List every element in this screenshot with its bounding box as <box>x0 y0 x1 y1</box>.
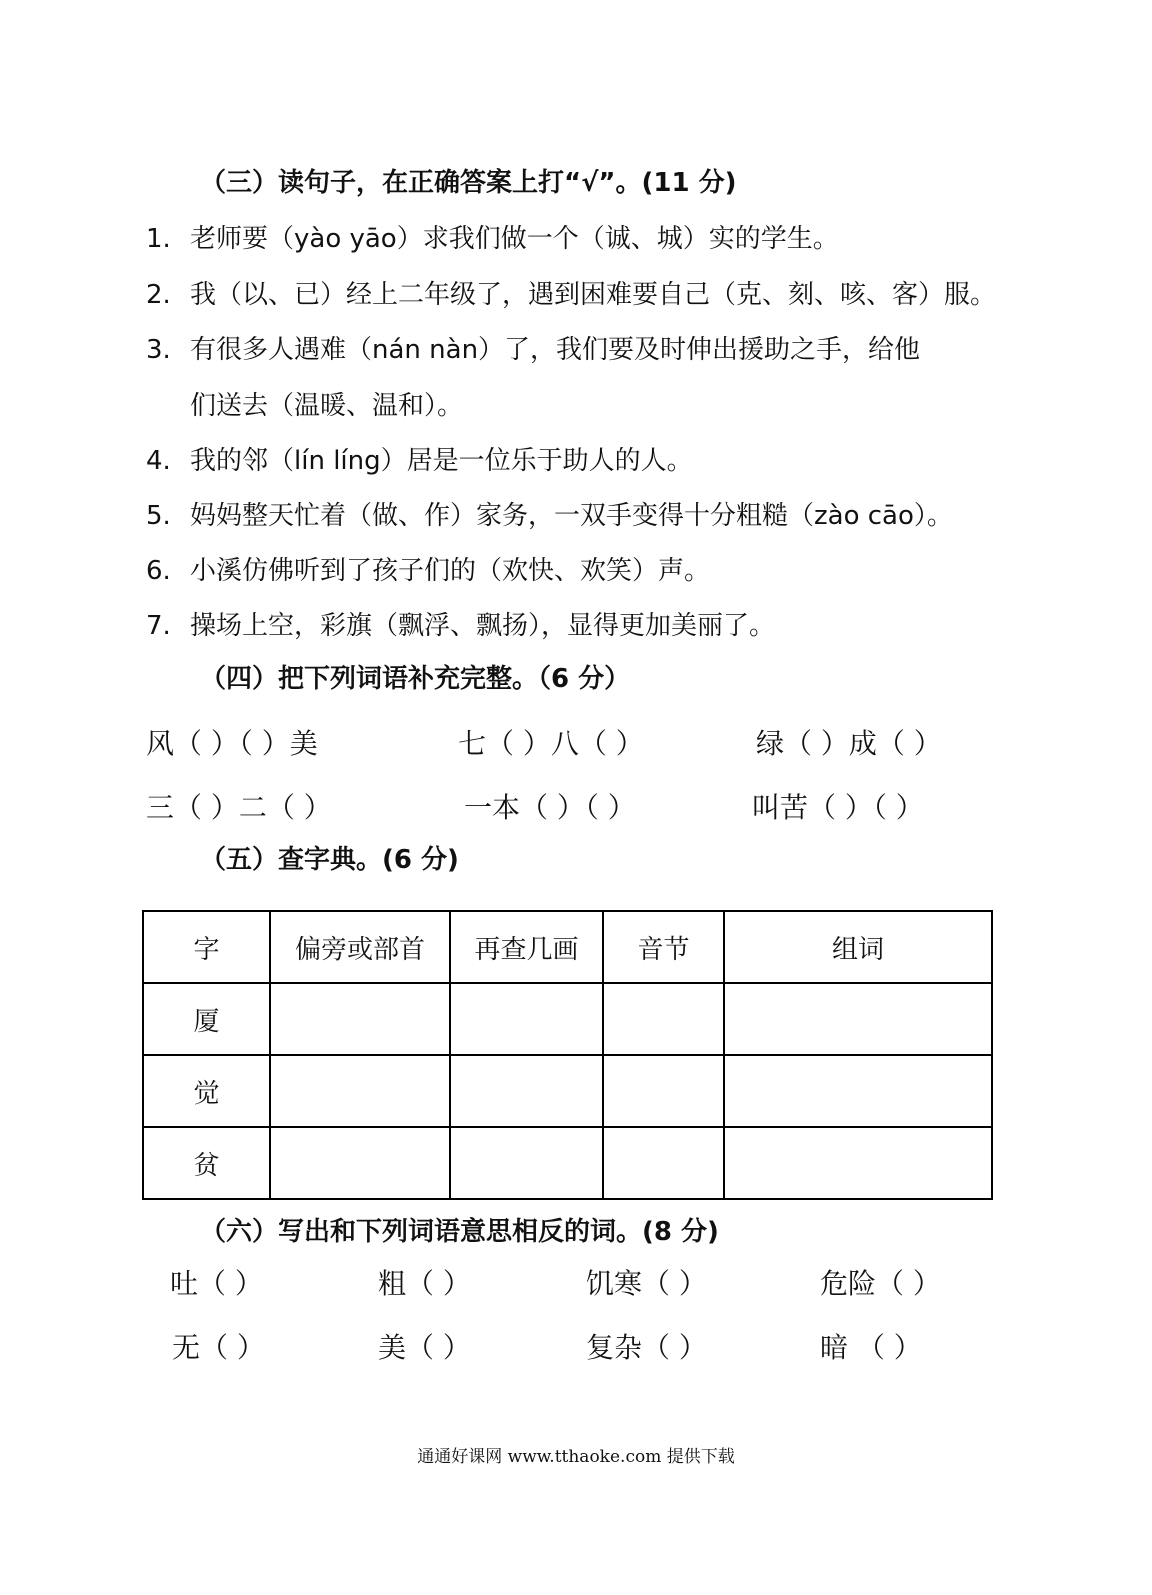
header-cell: 再查几画 <box>450 911 603 983</box>
answer-cell[interactable] <box>603 983 724 1055</box>
antonym-row-2 <box>0 1330 1152 1366</box>
answer-cell[interactable] <box>603 1127 724 1199</box>
fill-in-row-1 <box>0 726 1152 762</box>
section-6-title: （六）写出和下列词语意思相反的词。(8 分) <box>200 1217 719 1247</box>
question-text: 小溪仿佛听到了孩子们的（欢快、欢笑）声。 <box>190 556 711 586</box>
answer-cell[interactable] <box>450 983 603 1055</box>
answer-cell[interactable] <box>450 1055 603 1127</box>
question-text: 我的邻（lín líng）居是一位乐于助人的人。 <box>190 446 693 476</box>
answer-cell[interactable] <box>270 1055 450 1127</box>
question-5 <box>146 499 953 533</box>
antonym-item: 饥寒（ ） <box>586 1267 707 1300</box>
question-number: 5. <box>146 501 171 531</box>
question-1 <box>146 222 839 256</box>
question-6 <box>146 554 710 588</box>
fill-in-item: 七（ ）八（ ） <box>458 727 644 760</box>
question-text: 有很多人遇难（nán nàn）了，我们要及时伸出援助之手，给他 <box>190 335 921 365</box>
header-cell: 字 <box>143 911 270 983</box>
question-number: 2. <box>146 280 171 310</box>
question-number: 6. <box>146 556 171 586</box>
question-text: 操场上空，彩旗（飘浮、飘扬），显得更加美丽了。 <box>190 611 776 641</box>
question-3-continued <box>146 389 463 423</box>
question-3 <box>146 333 920 367</box>
antonym-item: 吐（ ） <box>170 1267 263 1300</box>
question-number: 1. <box>146 224 171 254</box>
answer-cell[interactable] <box>270 1127 450 1199</box>
question-number: 4. <box>146 446 171 476</box>
fill-in-item: 风（ ）（ ）美 <box>146 727 318 760</box>
question-7 <box>146 609 775 643</box>
section-4-title: （四）把下列词语补充完整。（6 分） <box>200 664 631 694</box>
answer-cell[interactable] <box>603 1055 724 1127</box>
fill-in-item: 一本（ ）（ ） <box>464 791 636 824</box>
section-5-title: （五）查字典。(6 分) <box>200 845 459 875</box>
question-number: 3. <box>146 335 171 365</box>
header-cell: 偏旁或部首 <box>270 911 450 983</box>
antonym-item: 暗 （ ） <box>820 1331 922 1364</box>
table-row <box>143 1055 992 1127</box>
question-2 <box>146 278 996 312</box>
table-row <box>143 1127 992 1199</box>
dictionary-table <box>142 910 993 1200</box>
header-cell: 音节 <box>603 911 724 983</box>
antonym-row-1 <box>0 1266 1152 1302</box>
question-text: 妈妈整天忙着（做、作）家务，一双手变得十分粗糙（zào cāo）。 <box>190 501 953 531</box>
header-cell: 组词 <box>724 911 992 983</box>
answer-cell[interactable] <box>724 1127 992 1199</box>
antonym-item: 粗（ ） <box>378 1267 471 1300</box>
fill-in-item: 绿（ ）成（ ） <box>756 727 942 760</box>
footer-text: 通通好课网 www.tthaoke.com 提供下载 <box>417 1447 735 1467</box>
fill-in-item: 叫苦（ ）（ ） <box>752 791 924 824</box>
question-number: 7. <box>146 611 171 641</box>
fill-in-row-2 <box>0 790 1152 826</box>
answer-cell[interactable] <box>270 983 450 1055</box>
table-row <box>143 983 992 1055</box>
answer-cell[interactable] <box>724 1055 992 1127</box>
antonym-item: 复杂（ ） <box>586 1331 707 1364</box>
section-3-title: （三）读句子，在正确答案上打“√”。(11 分) <box>200 168 737 198</box>
answer-cell[interactable] <box>724 983 992 1055</box>
answer-cell[interactable] <box>450 1127 603 1199</box>
char-cell: 觉 <box>143 1055 270 1127</box>
antonym-item: 无（ ） <box>172 1331 265 1364</box>
antonym-item: 美（ ） <box>378 1331 471 1364</box>
fill-in-item: 三（ ）二（ ） <box>146 791 332 824</box>
table-header-row <box>143 911 992 983</box>
char-cell: 贫 <box>143 1127 270 1199</box>
question-text: 们送去（温暖、温和）。 <box>190 391 464 421</box>
question-text: 我（以、已）经上二年级了，遇到困难要自己（克、刻、咳、客）服。 <box>190 280 997 310</box>
char-cell: 厦 <box>143 983 270 1055</box>
question-text: 老师要（yào yāo）求我们做一个（诚、城）实的学生。 <box>190 224 839 254</box>
antonym-item: 危险（ ） <box>820 1267 941 1300</box>
question-4 <box>146 444 693 478</box>
